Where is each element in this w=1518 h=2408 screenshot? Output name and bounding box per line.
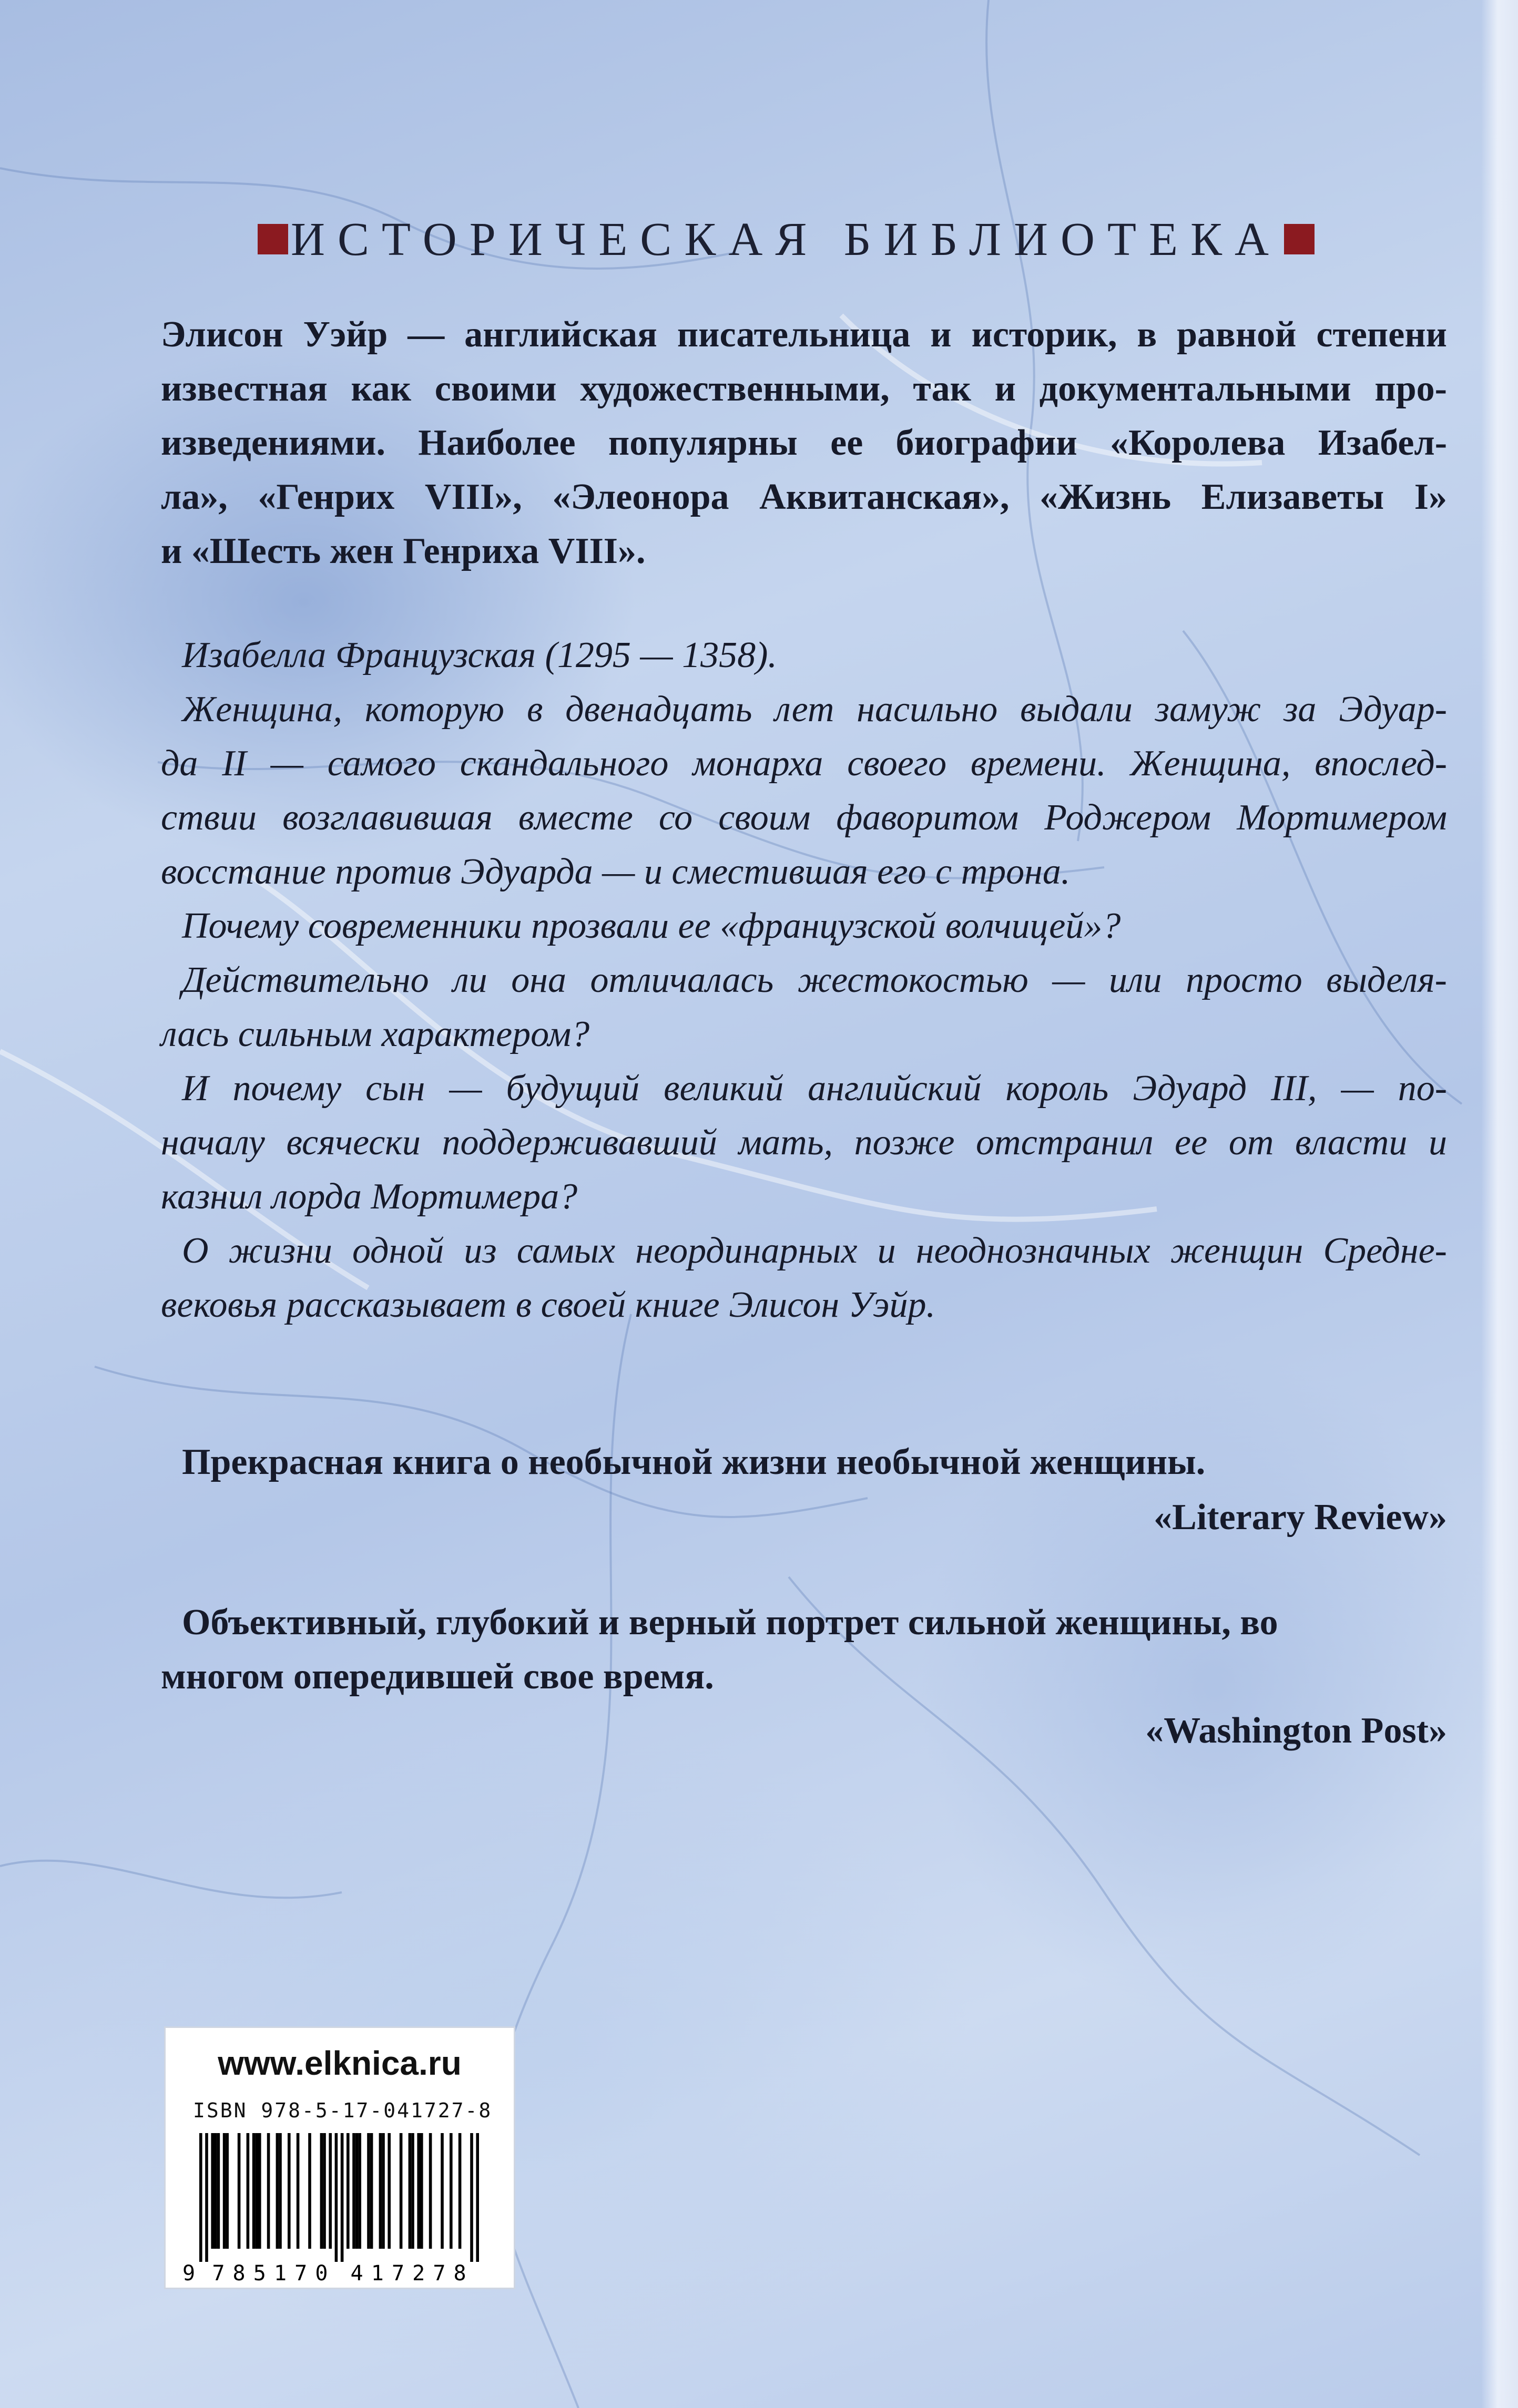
barcode-bar	[199, 2133, 202, 2262]
barcode-bar	[223, 2133, 226, 2249]
author-bio	[161, 308, 1447, 578]
barcode-bar	[297, 2133, 300, 2249]
synopsis-line: Действительно ли она отличалась жестокостью — или просто выделя-	[182, 960, 1447, 1000]
synopsis-line: вековья рассказывает в своей книге Элисон Уэйр.	[161, 1285, 936, 1325]
review-quote-line: Прекрасная книга о необычной жизни необычной женщины.	[182, 1442, 1206, 1482]
synopsis-line: И почему сын — будущий великий английский король Эдуард III, — по-	[182, 1068, 1447, 1109]
synopsis-line: да II — самого скандального монарха своего времени. Женщина, впослед-	[161, 743, 1447, 784]
barcode	[181, 2133, 502, 2283]
barcode-bar	[409, 2133, 412, 2249]
synopsis-line: Изабелла Французская (1295 — 1358).	[182, 635, 777, 675]
barcode-bar	[420, 2133, 423, 2249]
author-bio-line: и «Шесть жен Генриха VIII».	[161, 531, 646, 571]
barcode-digit: 1	[273, 2261, 287, 2283]
review-source: «Washington Post»	[1145, 1710, 1447, 1751]
barcode-bar	[379, 2133, 382, 2249]
book-spine-edge	[1481, 0, 1518, 2408]
review-literary-review	[161, 1435, 1447, 1544]
barcode-bar	[323, 2133, 326, 2249]
barcode-bar	[370, 2133, 373, 2249]
barcode-bar	[441, 2133, 444, 2249]
barcode-bar	[276, 2133, 279, 2249]
right-square-ornament	[1284, 224, 1315, 254]
publisher-url: www.elknica.ru	[218, 2044, 462, 2082]
barcode-bar	[211, 2133, 214, 2249]
synopsis-line: восстание против Эдуарда — и сместившая его с трона.	[161, 852, 1071, 892]
barcode-digit: 8	[232, 2261, 246, 2283]
isbn-number: ISBN 978-5-17-041727-8	[193, 2099, 493, 2122]
barcode-digit: 7	[212, 2261, 225, 2283]
barcode-bar	[252, 2133, 256, 2249]
barcode-digit: 7	[391, 2261, 405, 2283]
synopsis-line: началу всячески поддерживавший мать, позже отстранил ее от власти и	[161, 1122, 1447, 1163]
barcode-bar	[217, 2133, 220, 2249]
barcode-bar	[247, 2133, 250, 2249]
barcode-bar	[450, 2133, 453, 2249]
barcode-bar	[226, 2133, 229, 2249]
barcode-bar	[258, 2133, 261, 2249]
synopsis	[161, 628, 1447, 1332]
barcode-digit: 9	[182, 2261, 196, 2283]
barcode-digit: 7	[294, 2261, 308, 2283]
barcode-digit: 5	[253, 2261, 266, 2283]
barcode-digit: 0	[315, 2261, 328, 2283]
barcode-bar	[400, 2133, 403, 2249]
barcode-bar	[476, 2133, 479, 2262]
synopsis-line: лась сильным характером?	[161, 1014, 590, 1054]
synopsis-line: казнил лорда Мортимера?	[161, 1176, 578, 1217]
barcode-bar	[267, 2133, 270, 2249]
barcode-bar	[355, 2133, 359, 2249]
barcode-bar	[429, 2133, 432, 2249]
barcode-digit: 7	[433, 2261, 446, 2283]
barcode-bar	[411, 2133, 414, 2249]
barcode-bar	[470, 2133, 473, 2262]
barcode-digit: 4	[350, 2261, 363, 2283]
synopsis-line: О жизни одной из самых неординарных и неоднозначных женщин Средне-	[182, 1231, 1447, 1271]
barcode-bar	[255, 2133, 258, 2249]
barcode-bar	[320, 2133, 323, 2249]
synopsis-line: ствии возглавившая вместе со своим фаворитом Роджером Мортимером	[161, 797, 1447, 838]
barcode-bar	[238, 2133, 241, 2249]
barcode-bar	[417, 2133, 420, 2249]
barcode-bar	[382, 2133, 385, 2249]
review-washington-post	[161, 1595, 1447, 1758]
barcode-bar	[388, 2133, 391, 2249]
barcode-bar	[279, 2133, 282, 2249]
barcode-bar	[367, 2133, 370, 2249]
left-square-ornament	[258, 224, 288, 254]
barcode-bar	[352, 2133, 355, 2249]
barcode-bar	[358, 2133, 361, 2249]
barcode-bar	[329, 2133, 332, 2249]
barcode-bar	[308, 2133, 311, 2249]
series-header	[258, 208, 1315, 271]
synopsis-line: Почему современники прозвали ее «французской волчицей»?	[182, 906, 1121, 946]
barcode-bar	[288, 2133, 291, 2249]
barcode-bar	[205, 2133, 208, 2262]
barcode-digit: 1	[371, 2261, 384, 2283]
author-bio-line: известная как своими художественными, так и документальными про-	[161, 368, 1447, 409]
barcode-digit: 8	[453, 2261, 466, 2283]
barcode-digit: 2	[412, 2261, 425, 2283]
synopsis-line: Женщина, которую в двенадцать лет насильно выдали замуж за Эдуар-	[182, 689, 1447, 730]
author-bio-line: Элисон Уэйр — английская писательница и историк, в равной степени	[161, 314, 1447, 355]
author-bio-line: ла», «Генрих VIII», «Элеонора Аквитанская», «Жизнь Елизаветы I»	[161, 477, 1447, 517]
review-quote-line: Объективный, глубокий и верный портрет сильной женщины, во	[182, 1602, 1278, 1643]
review-source: «Literary Review»	[1154, 1497, 1447, 1538]
barcode-bar	[341, 2133, 344, 2262]
barcode-bar	[335, 2133, 338, 2262]
review-quote-line: многом опередившей свое время.	[161, 1656, 714, 1697]
barcode-bar	[214, 2133, 217, 2249]
isbn-barcode-box	[164, 2026, 515, 2289]
author-bio-line: изведениями. Наиболее популярны ее биографии «Королева Изабел-	[161, 423, 1447, 463]
series-title: ИСТОРИЧЕСКАЯ БИБЛИОТЕКА	[290, 213, 1282, 265]
barcode-bar	[347, 2133, 350, 2249]
barcode-bar	[459, 2133, 462, 2249]
